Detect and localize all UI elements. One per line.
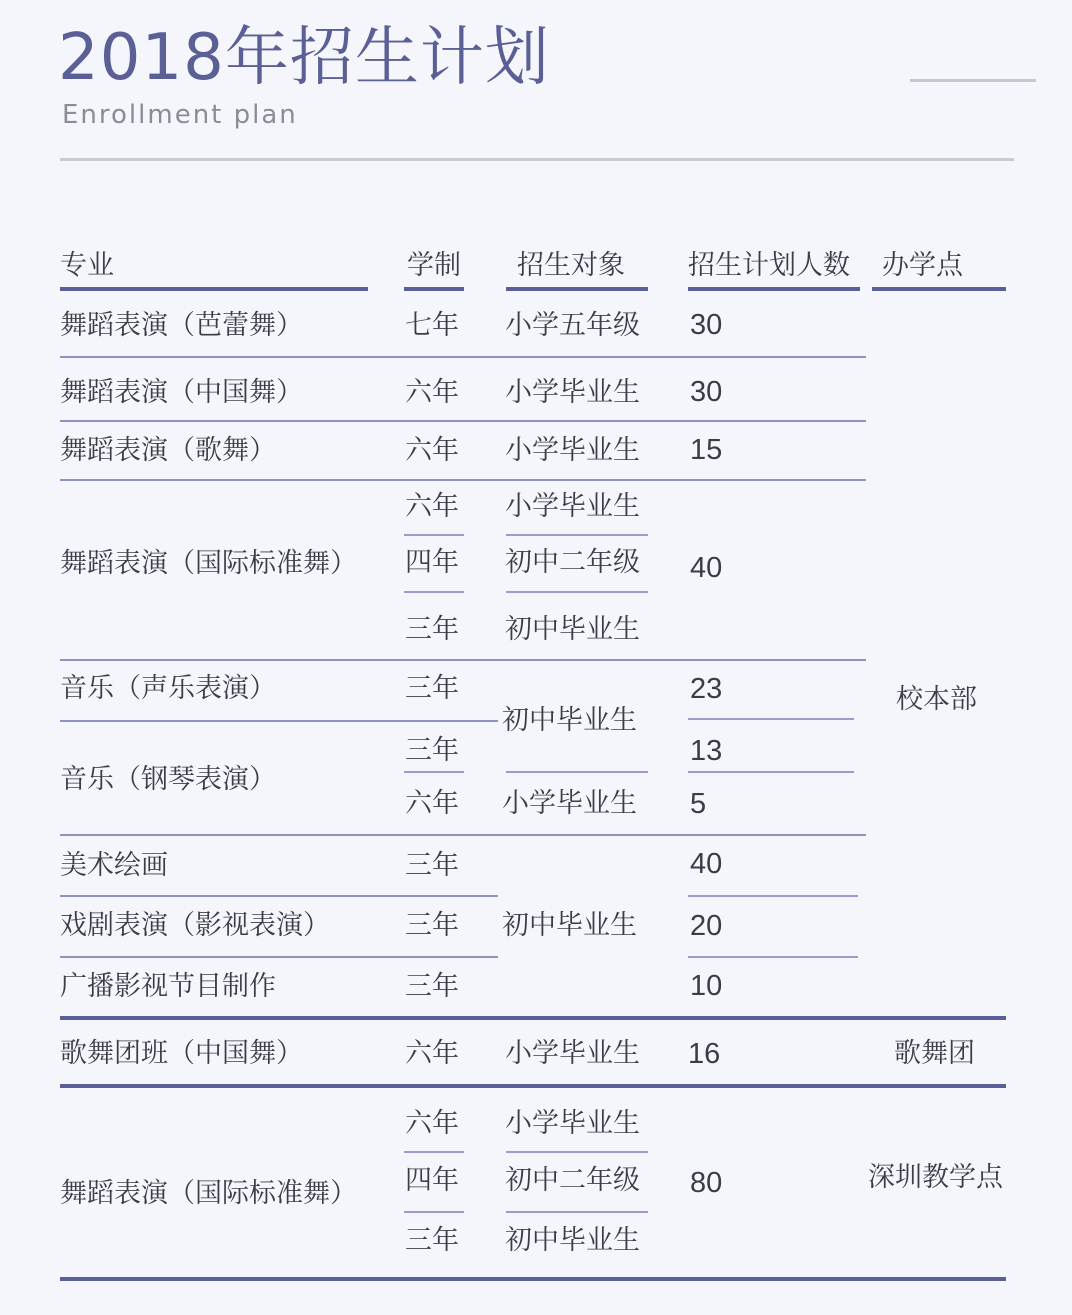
table-row-target: 小学毕业生 xyxy=(502,788,637,819)
subrow-divider xyxy=(688,771,854,773)
row-divider xyxy=(60,659,866,661)
table-row-major: 戏剧表演（影视表演） xyxy=(60,910,330,941)
page-subtitle: Enrollment plan xyxy=(62,100,298,130)
table-row-target: 初中毕业生 xyxy=(505,1225,640,1256)
table-row-duration: 六年 xyxy=(405,788,459,819)
table-row-count: 15 xyxy=(690,434,723,466)
table-row-duration: 三年 xyxy=(405,910,459,941)
table-row-count: 30 xyxy=(690,376,723,408)
subrow-divider xyxy=(404,771,464,773)
table-row-duration: 三年 xyxy=(405,614,459,645)
table-row-duration: 六年 xyxy=(405,435,459,466)
table-row-count: 16 xyxy=(688,1038,721,1070)
subrow-divider xyxy=(506,1151,648,1153)
row-divider xyxy=(60,834,866,836)
title-divider xyxy=(60,158,1014,161)
table-row-duration: 三年 xyxy=(405,735,459,766)
page-title: 2018年招生计划 xyxy=(58,21,550,95)
table-row-duration: 三年 xyxy=(405,1225,459,1256)
header-count: 招生计划人数 xyxy=(688,250,850,281)
subrow-divider xyxy=(688,956,858,958)
table-row-duration: 三年 xyxy=(405,673,459,704)
header-duration: 学制 xyxy=(407,250,461,281)
table-row-target: 小学毕业生 xyxy=(505,1108,640,1139)
table-row-major: 歌舞团班（中国舞） xyxy=(60,1038,303,1069)
table-row-count: 20 xyxy=(690,910,723,942)
subrow-divider xyxy=(404,1151,464,1153)
header-underline xyxy=(60,287,368,291)
table-row-target: 小学毕业生 xyxy=(505,1038,640,1069)
table-row-count: 23 xyxy=(690,673,723,705)
subrow-divider xyxy=(506,591,648,593)
table-row-major: 舞蹈表演（歌舞） xyxy=(60,435,276,466)
table-row-target: 初中二年级 xyxy=(505,547,640,578)
subrow-divider xyxy=(506,1211,648,1213)
table-row-duration: 六年 xyxy=(405,377,459,408)
row-divider xyxy=(60,479,866,481)
header-target: 招生对象 xyxy=(517,250,625,281)
table-row-major: 美术绘画 xyxy=(60,850,168,881)
row-divider xyxy=(60,420,866,422)
table-bottom-border xyxy=(60,1277,1006,1281)
table-row-duration: 三年 xyxy=(405,971,459,1002)
location-shenzhen: 深圳教学点 xyxy=(868,1162,1003,1193)
table-row-target-shared: 初中毕业生 xyxy=(502,705,637,736)
decorative-line xyxy=(910,79,1036,82)
table-row-count: 13 xyxy=(690,735,723,767)
table-row-count: 40 xyxy=(690,848,723,880)
header-underline xyxy=(404,287,464,291)
row-divider xyxy=(60,956,498,958)
table-row-target: 初中二年级 xyxy=(505,1165,640,1196)
table-row-duration: 四年 xyxy=(405,1165,459,1196)
table-row-target: 初中毕业生 xyxy=(505,614,640,645)
table-row-target: 小学毕业生 xyxy=(505,377,640,408)
section-divider xyxy=(60,1084,1006,1088)
table-row-count: 10 xyxy=(690,970,723,1002)
header-location: 办学点 xyxy=(882,250,963,281)
table-row-major: 舞蹈表演（中国舞） xyxy=(60,377,303,408)
header-underline xyxy=(872,287,1006,291)
table-row-target: 小学五年级 xyxy=(505,310,640,341)
subrow-divider xyxy=(404,591,464,593)
table-row-duration: 四年 xyxy=(405,547,459,578)
table-row-major: 舞蹈表演（国际标准舞） xyxy=(60,548,357,579)
header-major: 专业 xyxy=(60,250,114,281)
table-row-duration: 六年 xyxy=(405,491,459,522)
location-troupe: 歌舞团 xyxy=(894,1038,975,1069)
location-main: 校本部 xyxy=(896,684,977,715)
table-row-count: 30 xyxy=(690,309,723,341)
row-divider xyxy=(60,895,498,897)
table-row-count: 80 xyxy=(690,1167,723,1199)
header-underline xyxy=(506,287,648,291)
table-row-target-shared: 初中毕业生 xyxy=(502,910,637,941)
table-row-duration: 七年 xyxy=(405,310,459,341)
table-row-major: 舞蹈表演（芭蕾舞） xyxy=(60,310,303,341)
subrow-divider xyxy=(404,534,464,536)
row-divider xyxy=(60,356,866,358)
subrow-divider xyxy=(688,895,858,897)
subrow-divider xyxy=(506,534,648,536)
table-row-count: 5 xyxy=(690,788,707,820)
table-row-count: 40 xyxy=(690,552,723,584)
section-divider xyxy=(60,1016,1006,1020)
row-divider xyxy=(60,720,498,722)
table-row-target: 小学毕业生 xyxy=(505,435,640,466)
table-row-duration: 三年 xyxy=(405,850,459,881)
table-row-major: 音乐（声乐表演） xyxy=(60,673,276,704)
table-row-major: 舞蹈表演（国际标准舞） xyxy=(60,1178,357,1209)
subrow-divider xyxy=(506,771,648,773)
table-row-target: 小学毕业生 xyxy=(505,491,640,522)
table-row-major: 音乐（钢琴表演） xyxy=(60,764,276,795)
header-underline xyxy=(688,287,860,291)
table-row-duration: 六年 xyxy=(405,1108,459,1139)
subrow-divider xyxy=(688,718,854,720)
subrow-divider xyxy=(404,1211,464,1213)
table-row-major: 广播影视节目制作 xyxy=(60,971,276,1002)
table-row-duration: 六年 xyxy=(405,1038,459,1069)
